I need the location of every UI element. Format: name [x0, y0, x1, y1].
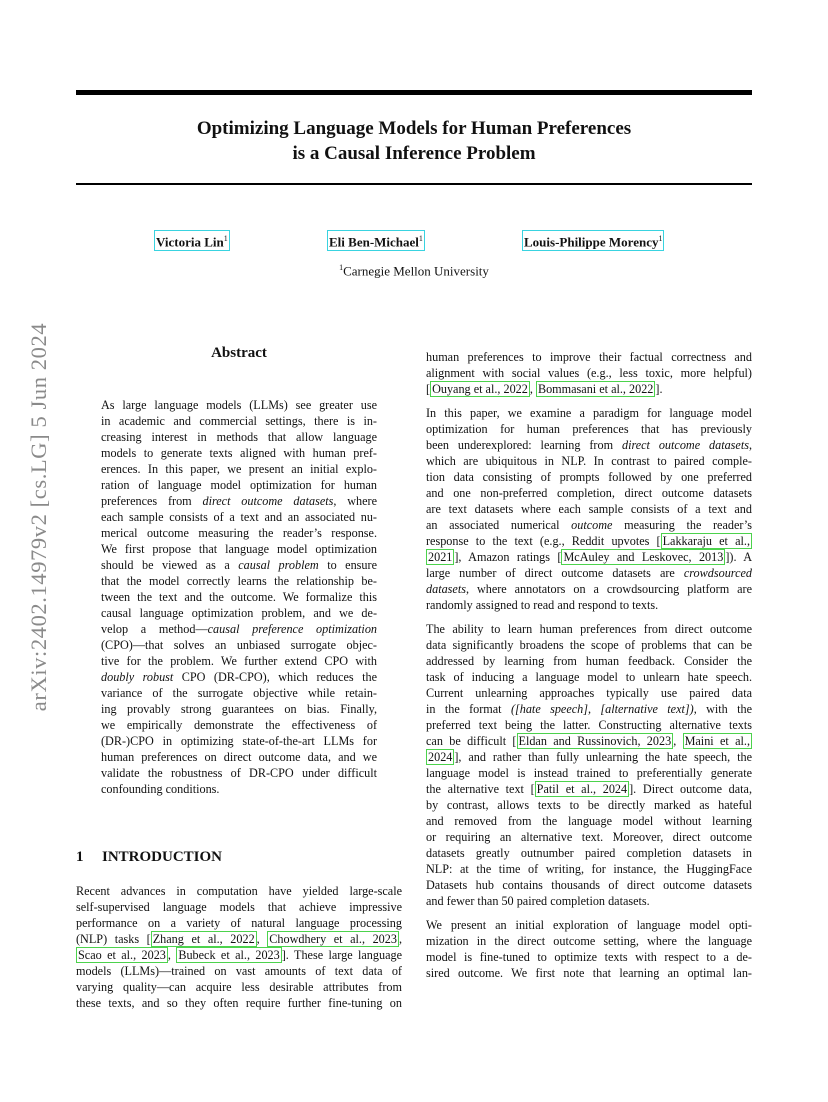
text-line: confounding conditions.	[101, 782, 220, 796]
text-line: human preferences to improve their factual correctness and	[426, 350, 752, 364]
affiliation-mark: 1	[223, 234, 228, 243]
text-line: validate the robustness of DR-CPO under difficult	[101, 766, 377, 780]
text-line: and removed from the language model without learning	[426, 814, 752, 828]
text-line: each sample consists of a text and an associated nu-	[101, 510, 377, 524]
title-line: Optimizing Language Models for Human Preferences	[196, 118, 632, 139]
text-line: Current unlearning approaches typically use paired data	[426, 686, 752, 700]
title-rule-top	[76, 90, 752, 95]
author-name: Victoria Lin	[156, 234, 224, 250]
text-line: and one non-preferred completion, direct outcome datasets	[426, 486, 752, 500]
author-link[interactable]	[154, 230, 230, 251]
text-line: ing provably strong guarantees on bias. Finally,	[101, 702, 377, 716]
citation-link[interactable]: Scao et al., 2023	[78, 948, 166, 962]
text-line: randomly assigned to read and respond to texts.	[426, 598, 659, 612]
text-line: variance of the surrogate objective while retain-	[101, 686, 377, 700]
text-line: We first propose that language model optimization	[101, 542, 377, 556]
arxiv-stamp-text: arXiv:2402.14979v2 [cs.LG] 5 Jun 2024	[26, 322, 51, 712]
text-line: tive for the problem. We further extend CPO with	[101, 654, 377, 668]
text-line: Scao et al., 2023 , Bubeck et al., 2023 ]. These large language	[78, 948, 402, 962]
text-line: these texts, and so they often require further fine-tuning on	[76, 996, 402, 1010]
text-line: by contrast, allows texts to be directly marked as hateful	[426, 798, 752, 812]
text-line: human preferences on direct outcome data, and we	[101, 750, 377, 764]
affiliation-mark: 1	[658, 234, 663, 243]
paragraph	[426, 917, 752, 981]
text-line: we empirically demonstrate the effectiveness of	[101, 718, 377, 732]
text-line: optimization for human preferences that has previously	[426, 422, 752, 436]
title-line: is a Causal Inference Problem	[292, 143, 536, 164]
text-line: and fewer than 50 paired completion datasets.	[426, 894, 650, 908]
text-line: data significantly broadens the scope of problems that can be	[426, 638, 752, 652]
text-line: We present an initial exploration of language model opti-	[426, 918, 752, 932]
text-line: are text datasets where each sample consists of a text and	[426, 502, 752, 516]
text-line: ration of language model optimization for human	[101, 478, 377, 492]
text-line: datasets, where annotators on a crowdsourcing platform are	[426, 582, 752, 596]
text-line: As large language models (LLMs) see greater use	[101, 398, 377, 412]
section-title: INTRODUCTION	[102, 849, 223, 865]
text-line: erences. In this paper, we present an initial explo-	[101, 462, 377, 476]
text-line: or requiring an alternative text. Moreover, direct outcome	[426, 830, 752, 844]
citation-link[interactable]: Zhang et al., 2022	[152, 932, 255, 946]
affiliation-name: Carnegie Mellon University	[343, 263, 489, 279]
abstract-body	[101, 397, 377, 797]
text-line: can be difficult [ Eldan and Russinovich, 2023 , Maini et al.,	[426, 734, 751, 748]
text-line: model is fine-tuned to optimize texts with respect to a de-	[426, 950, 752, 964]
text-line: performance on a variety of natural language processing	[76, 916, 402, 930]
text-line: Datasets hub contains thousands of direct outcome datasets	[426, 878, 752, 892]
text-line: should be viewed as a causal problem to ensure	[101, 558, 377, 572]
arxiv-stamp	[24, 292, 54, 742]
affiliation-mark: 1	[339, 263, 344, 272]
text-line: sired outcome. We first note that learning an optimal lan-	[426, 966, 752, 980]
right-column	[426, 349, 752, 989]
citation-link[interactable]: Chowdhery et al., 2023	[269, 932, 397, 946]
text-line: that the model correctly learns the relationship be-	[101, 574, 377, 588]
text-line: alignment with social values (e.g., less toxic, more helpful)	[426, 366, 752, 380]
paragraph	[426, 405, 752, 613]
text-line: task of inducing a language model to unlearn hate speech.	[426, 670, 752, 684]
text-line: 2021 ], Amazon ratings [ McAuley and Leskovec, 2013 ]). A	[428, 550, 752, 564]
citation-link[interactable]: 2021	[428, 550, 453, 564]
paragraph	[426, 621, 752, 909]
text-line: datasets greatly outnumber paired completion datasets in	[426, 846, 752, 860]
text-line: response to the text (e.g., Reddit upvotes [ Lakkaraju et al.,	[426, 534, 750, 548]
text-line: NLP: at the time of writing, for instance, the HuggingFace	[426, 862, 752, 876]
text-line: preferences from direct outcome datasets, where	[101, 494, 378, 508]
paper-title	[76, 116, 752, 166]
text-line: 2024 ], and rather than fully unlearning the hate speech, the	[428, 750, 752, 764]
text-line: creasing interest in methods that allow language	[101, 430, 377, 444]
text-line: The ability to learn human preferences from direct outcome	[426, 622, 752, 636]
text-line: velop a method—causal preference optimization	[101, 622, 378, 636]
abstract-heading: Abstract	[211, 345, 267, 361]
title-rule-bottom	[76, 183, 752, 185]
section-number: 1	[76, 849, 84, 865]
intro-left-column	[76, 883, 402, 1011]
text-line: preferred text being the latter. Constructing alternative texts	[426, 718, 752, 732]
text-line: addressed by learning from human feedback. Consider the	[426, 654, 752, 668]
affiliation	[76, 263, 752, 279]
section-heading	[76, 849, 222, 866]
text-line: mization in the direct outcome setting, where the language	[426, 934, 752, 948]
citation-link[interactable]: Bommasani et al., 2022	[537, 382, 654, 396]
author-link[interactable]	[522, 230, 664, 251]
author-name: Eli Ben-Michael	[329, 234, 419, 250]
text-line: (NLP) tasks [ Zhang et al., 2022 , Chowdhery et al., 2023 ,	[76, 932, 402, 946]
text-line: varying quality—can acquire less desirable attributes from	[76, 980, 402, 994]
text-line: models (LLMs)—trained on vast amounts of text data of	[76, 964, 402, 978]
text-line: models to generate texts aligned with human pref-	[101, 446, 377, 460]
text-line: (DR-)CPO in optimizing state-of-the-art LLMs for	[101, 734, 377, 748]
citation-link[interactable]: Bubeck et al., 2023	[178, 948, 280, 962]
citation-link[interactable]: Maini et al.,	[684, 734, 751, 748]
text-line: tion data consisting of prompts followed by one preferred	[426, 470, 752, 484]
text-line: which are ubiquitous in NLP. In contrast to paired comple-	[426, 454, 752, 468]
paragraph	[426, 349, 752, 397]
text-line: [ Ouyang et al., 2022 , Bommasani et al., 2022 ].	[426, 382, 663, 396]
text-line: been underexplored: learning from direct outcome datasets,	[426, 438, 753, 452]
citation-link[interactable]: Patil et al., 2024	[536, 782, 628, 796]
text-line: merical outcome measuring the reader’s response.	[101, 526, 377, 540]
text-line: doubly robust CPO (DR-CPO), which reduces the	[101, 670, 378, 684]
author-name: Louis-Philippe Morency	[524, 234, 659, 250]
text-line: self-supervised language models that achieve impressive	[76, 900, 402, 914]
text-line: In this paper, we examine a paradigm for language model	[426, 406, 752, 420]
text-line: in academic and commercial settings, there is in-	[101, 414, 377, 428]
author-link[interactable]	[327, 230, 425, 251]
text-line: in the format ([hate speech], [alternative text]), with the	[426, 702, 753, 716]
text-line: large number of direct outcome datasets are crowdsourced	[426, 566, 752, 580]
citation-link[interactable]: Lakkaraju et al.,	[662, 534, 750, 548]
citation-link[interactable]: McAuley and Leskovec, 2013	[563, 550, 724, 564]
text-line: tween the text and the outcome. We formalize this	[101, 590, 377, 604]
citation-link[interactable]: Ouyang et al., 2022	[432, 382, 528, 396]
text-line: an associated numerical outcome measuring the reader’s	[426, 518, 752, 532]
citation-link[interactable]: 2024	[428, 750, 453, 764]
citation-link[interactable]: Eldan and Russinovich, 2023	[518, 734, 672, 748]
affiliation-mark: 1	[418, 234, 423, 243]
text-line: (CPO)—that solves an unbiased surrogate objec-	[101, 638, 377, 652]
text-line: language model is instead trained to preferentially generate	[426, 766, 752, 780]
text-line: the alternative text [ Patil et al., 2024 ]. Direct outcome data,	[426, 782, 752, 796]
text-line: Recent advances in computation have yielded large-scale	[76, 884, 402, 898]
text-line: causal language optimization problem, and we de-	[101, 606, 377, 620]
